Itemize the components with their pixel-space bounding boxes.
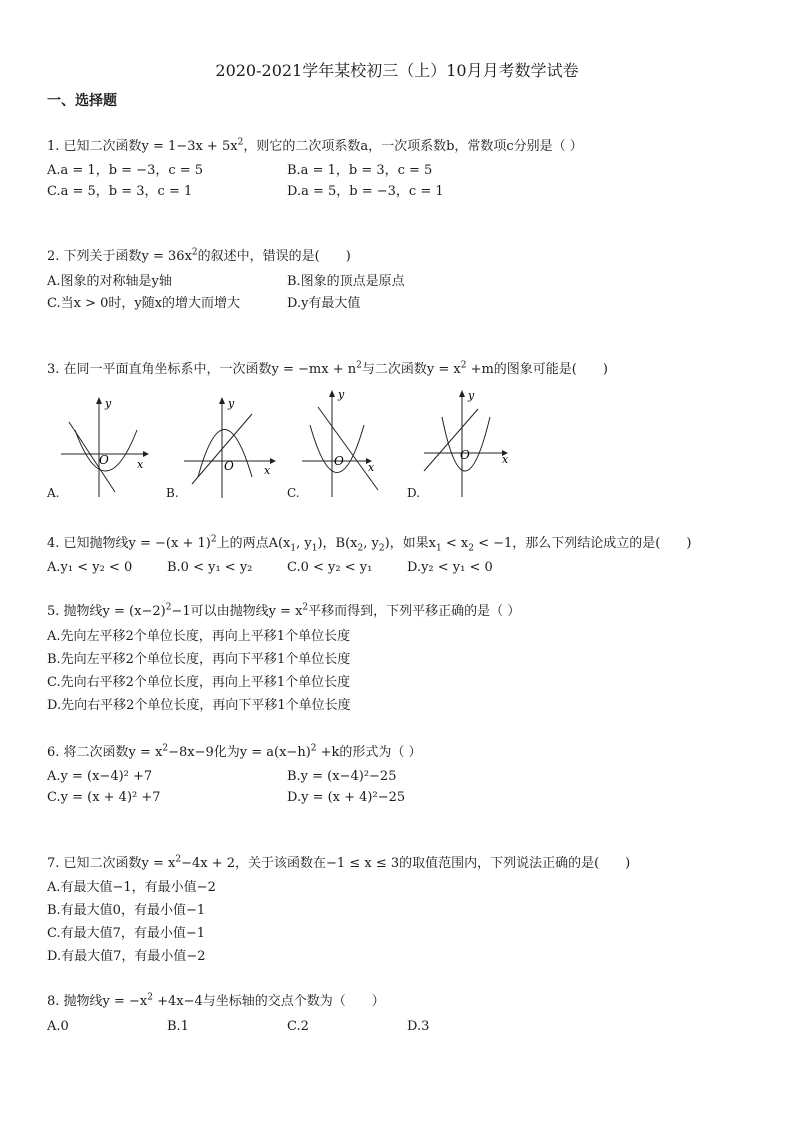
q3-graph-a[interactable]	[57, 392, 153, 502]
q2-option-d[interactable]: D.y有最大值	[287, 296, 361, 311]
q4-option-c[interactable]: C.0 < y₂ < y₁	[287, 560, 373, 575]
question-5-stem: 5. 抛物线$y = (x-2)^2-1$可以由抛物线$y = x^2$平移而得到，下列平移正确的是（ ）	[47, 602, 521, 619]
q2-option-c[interactable]: C.当x > 0时，y随x的增大而增大	[47, 296, 241, 311]
q3-graph-d[interactable]	[420, 385, 520, 500]
q8-option-a[interactable]: A.0	[47, 1019, 69, 1034]
x-axis-label: x	[368, 461, 375, 474]
q1-option-a[interactable]: A.a = 1，b = −3，c = 5	[47, 163, 204, 178]
origin-label: O	[224, 459, 234, 473]
q3-option-b-label[interactable]: B.	[166, 486, 179, 500]
q3-graph-c[interactable]	[298, 385, 398, 500]
question-3-stem: 3. 在同一平面直角坐标系中，一次函数$y = -mx + n^2$与二次函数$y = x^2 +m$的图象可能是( )	[47, 360, 608, 377]
y-axis-label: y	[228, 397, 235, 410]
x-axis-label: x	[137, 458, 144, 471]
q8-option-b[interactable]: B.1	[167, 1019, 189, 1034]
q8-option-c[interactable]: C.2	[287, 1019, 309, 1034]
q5-option-b[interactable]: B.先向左平移2个单位长度，再向下平移1个单位长度	[47, 652, 351, 667]
q1-option-c[interactable]: C.a = 5，b = 3，c = 1	[47, 184, 193, 199]
q4-option-a[interactable]: A.y₁ < y₂ < 0	[47, 560, 133, 575]
q1-option-d[interactable]: D.a = 5，b = −3，c = 1	[287, 184, 444, 199]
q2-option-b[interactable]: B.图象的顶点是原点	[287, 274, 405, 289]
q3-option-c-label[interactable]: C.	[287, 486, 300, 500]
q8-option-d[interactable]: D.3	[407, 1019, 430, 1034]
q2-option-a[interactable]: A.图象的对称轴是y轴	[47, 274, 172, 289]
q3-graph-b[interactable]	[180, 392, 280, 502]
q1-option-b[interactable]: B.a = 1，b = 3，c = 5	[287, 163, 433, 178]
question-2-stem: 2. 下列关于函数$y = 36x^2$的叙述中，错误的是( )	[47, 247, 351, 264]
question-6-stem: 6. 将二次函数$y = x^2-8x-9$化为$y = a(x-h)^2 +k$的形式为（ ）	[47, 743, 422, 760]
origin-label: O	[334, 454, 344, 468]
section-heading: 一、选择题	[47, 93, 117, 109]
question-8-stem: 8. 抛物线$y = -x^2 +4x-4$与坐标轴的交点个数为（ ）	[47, 992, 385, 1009]
y-axis-label: y	[105, 397, 112, 410]
q7-option-d[interactable]: D.有最大值7，有最小值−2	[47, 949, 206, 964]
y-axis-label: y	[468, 389, 475, 402]
q4-option-b[interactable]: B.0 < y₁ < y₂	[167, 560, 253, 575]
origin-label: O	[460, 448, 470, 462]
q7-option-a[interactable]: A.有最大值−1，有最小值−2	[47, 880, 216, 895]
q6-option-b[interactable]: B.y = (x−4)²−25	[287, 769, 397, 784]
question-1-stem: 1. 已知二次函数$y = 1-3x + 5x^2$，则它的二次项系数a，一次项系数b，常数项c分别是（ ）	[47, 137, 583, 154]
origin-label: O	[99, 453, 109, 467]
q3-option-d-label[interactable]: D.	[407, 486, 421, 500]
page-title: 2020-2021学年某校初三（上）10月月考数学试卷	[215, 61, 579, 80]
q5-option-a[interactable]: A.先向左平移2个单位长度，再向上平移1个单位长度	[47, 629, 351, 644]
question-4-stem: 4. 已知抛物线$y = -(x + 1)^2$上的两点$A(x_1$, $y_1$)，$B(x_2$, $y_2$)，如果$x_1 < x_2 < -1$，那么下列结论成立的是( )	[47, 534, 692, 554]
q6-option-d[interactable]: D.y = (x + 4)²−25	[287, 790, 406, 805]
question-7-stem: 7. 已知二次函数$y = x^2-4x + 2$，关于该函数在−1 ≤ x ≤ 3的取值范围内，下列说法正确的是( )	[47, 854, 631, 871]
q6-option-a[interactable]: A.y = (x−4)² +7	[47, 769, 153, 784]
x-axis-label: x	[502, 453, 509, 466]
q3-option-a-label[interactable]: A.	[47, 486, 60, 500]
q4-option-d[interactable]: D.y₂ < y₁ < 0	[407, 560, 493, 575]
q7-option-c[interactable]: C.有最大值7，有最小值−1	[47, 926, 206, 941]
y-axis-label: y	[338, 388, 345, 401]
q6-option-c[interactable]: C.y = (x + 4)² +7	[47, 790, 161, 805]
q7-option-b[interactable]: B.有最大值0，有最小值−1	[47, 903, 206, 918]
q5-option-d[interactable]: D.先向右平移2个单位长度，再向下平移1个单位长度	[47, 698, 351, 713]
q5-option-c[interactable]: C.先向右平移2个单位长度，再向上平移1个单位长度	[47, 675, 351, 690]
x-axis-label: x	[264, 464, 271, 477]
